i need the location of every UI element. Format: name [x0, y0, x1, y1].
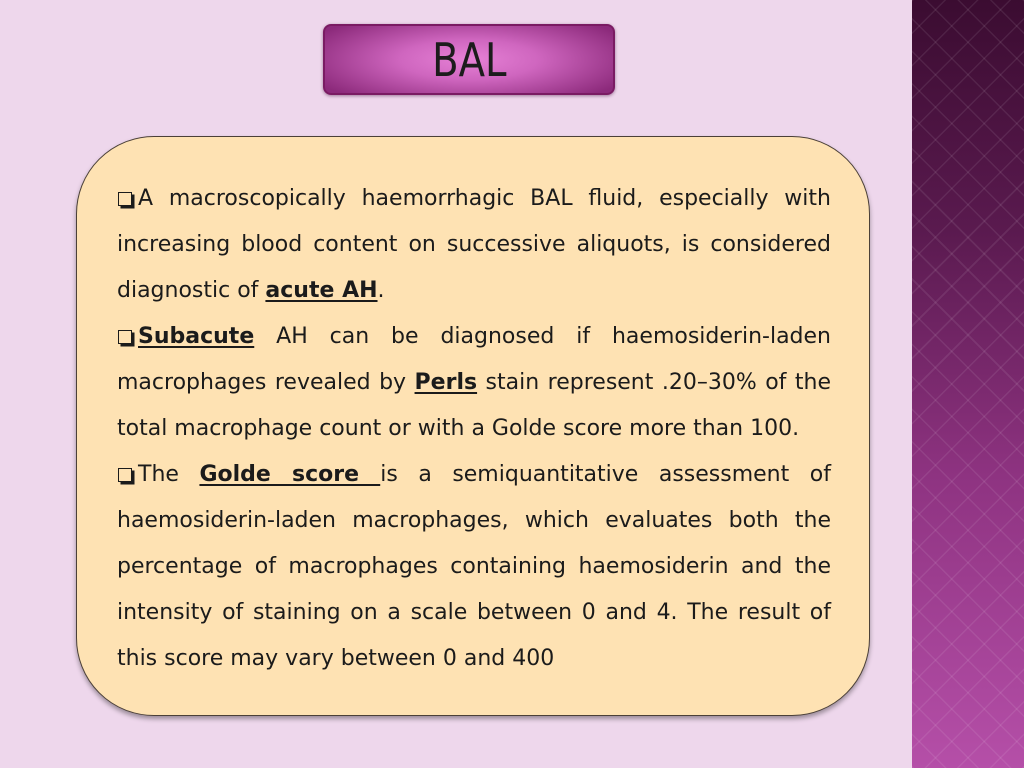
bullet-text: stain represent .20–30% of the total macrophage count or with a Golde score more than 100.: [117, 370, 832, 441]
bullet-point: [117, 314, 831, 452]
bullet-text: AH can be diagnosed if haemosiderin-laden macrophages revealed by: [117, 324, 831, 395]
key-term: Golde score: [199, 462, 381, 487]
bullet-text: A macroscopically haemorrhagic BAL fluid, especially with increasing blood content on successive aliquots, is considered diagnostic of: [117, 186, 831, 303]
bullet-point: [117, 452, 831, 682]
bullet-point: [117, 176, 831, 314]
decorative-side-strip: [912, 0, 1024, 768]
key-term: Perls: [414, 370, 478, 395]
bullet-text: The: [138, 462, 200, 487]
bullet-text: is a semiquantitative assessment of haemosiderin-laden macrophages, which evaluates both the percentage of macrophages containing haemosiderin and the intensity of staining on a scale between 0 and 4. The result of this score may vary between 0 and 400: [117, 462, 831, 671]
content-panel: [76, 136, 870, 716]
square-bullet-icon: [118, 330, 132, 344]
slide-title: BAL: [431, 32, 507, 87]
bullet-text: .: [377, 278, 385, 303]
square-bullet-icon: [118, 468, 132, 482]
square-bullet-icon: [118, 192, 132, 206]
key-term: acute AH: [265, 278, 378, 303]
key-term: Subacute: [138, 324, 255, 349]
title-box: [323, 24, 615, 95]
